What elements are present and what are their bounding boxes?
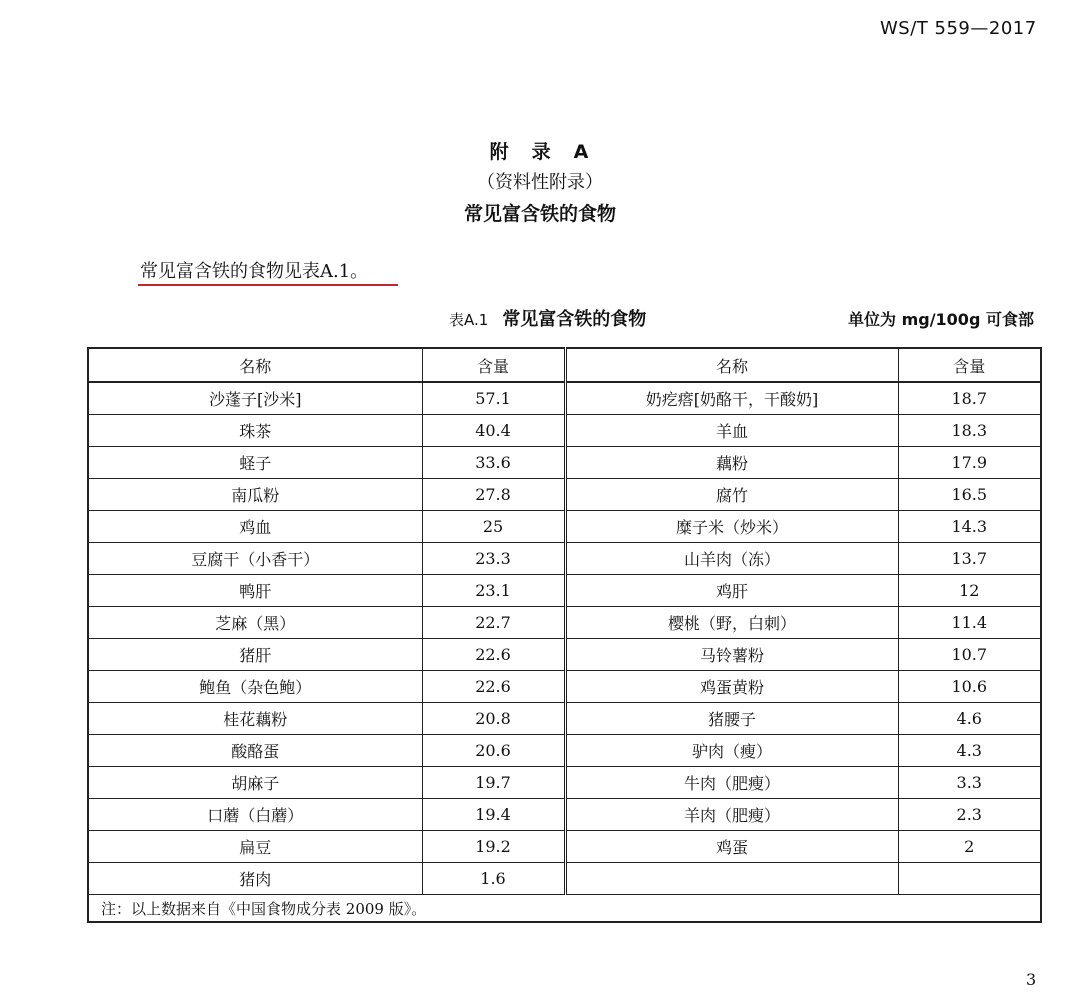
table-header-row (88, 348, 1041, 382)
left-food-name: 芝麻（黑） (88, 607, 422, 639)
right-food-name: 猪腰子 (565, 703, 898, 735)
table-row (88, 479, 1041, 511)
left-food-name: 鲍鱼（杂色鲍） (88, 671, 422, 703)
header-name-right: 名称 (565, 348, 898, 382)
table-row (88, 447, 1041, 479)
table-row (88, 639, 1041, 671)
table-note-row (88, 895, 1041, 923)
table-row (88, 831, 1041, 863)
right-food-name: 羊血 (565, 415, 898, 447)
left-iron-value: 23.3 (422, 543, 565, 575)
left-iron-value: 27.8 (422, 479, 565, 511)
right-food-name: 糜子米（炒米） (565, 511, 898, 543)
left-iron-value: 40.4 (422, 415, 565, 447)
right-iron-value: 13.7 (898, 543, 1041, 575)
right-iron-value: 4.3 (898, 735, 1041, 767)
table-row (88, 671, 1041, 703)
left-iron-value: 23.1 (422, 575, 565, 607)
table-note: 注：以上数据来自《中国食物成分表 2009 版》。 (88, 895, 1041, 923)
header-value-left: 含量 (422, 348, 565, 382)
right-iron-value: 4.6 (898, 703, 1041, 735)
right-iron-value: 18.3 (898, 415, 1041, 447)
left-food-name: 口蘑（白蘑） (88, 799, 422, 831)
left-iron-value: 57.1 (422, 382, 565, 415)
right-iron-value: 14.3 (898, 511, 1041, 543)
right-food-name (565, 863, 898, 895)
right-iron-value: 10.7 (898, 639, 1041, 671)
left-food-name: 鸭肝 (88, 575, 422, 607)
right-food-name: 鸡肝 (565, 575, 898, 607)
unit-note: 单位为 mg/100g 可食部 (848, 310, 1034, 329)
left-food-name: 猪肉 (88, 863, 422, 895)
right-food-name: 藕粉 (565, 447, 898, 479)
right-iron-value: 11.4 (898, 607, 1041, 639)
left-food-name: 鸡血 (88, 511, 422, 543)
left-food-name: 胡麻子 (88, 767, 422, 799)
right-food-name: 羊肉（肥瘦） (565, 799, 898, 831)
left-iron-value: 22.7 (422, 607, 565, 639)
table-row (88, 575, 1041, 607)
right-iron-value: 10.6 (898, 671, 1041, 703)
table-row (88, 799, 1041, 831)
table-caption-number: 表A.1 (449, 311, 489, 329)
right-food-name: 马铃薯粉 (565, 639, 898, 671)
table-row (88, 735, 1041, 767)
iron-foods-table (87, 347, 1042, 923)
table-row (88, 511, 1041, 543)
left-iron-value: 33.6 (422, 447, 565, 479)
left-iron-value: 19.4 (422, 799, 565, 831)
table-row (88, 607, 1041, 639)
left-food-name: 桂花藕粉 (88, 703, 422, 735)
left-iron-value: 22.6 (422, 639, 565, 671)
page-number: 3 (1026, 970, 1037, 989)
right-food-name: 樱桃（野，白刺） (565, 607, 898, 639)
left-iron-value: 20.6 (422, 735, 565, 767)
left-food-name: 扁豆 (88, 831, 422, 863)
left-food-name: 猪肝 (88, 639, 422, 671)
right-iron-value (898, 863, 1041, 895)
table-body (88, 382, 1041, 895)
intro-text: 常见富含铁的食物见表A.1。 (140, 261, 369, 282)
left-food-name: 酸酪蛋 (88, 735, 422, 767)
right-food-name: 驴肉（瘦） (565, 735, 898, 767)
table-row (88, 703, 1041, 735)
red-underline-annotation (138, 284, 398, 286)
header-name-left: 名称 (88, 348, 422, 382)
table-caption (449, 305, 646, 331)
table-row (88, 415, 1041, 447)
right-food-name: 奶疙瘩[奶酪干，干酸奶] (565, 382, 898, 415)
left-iron-value: 22.6 (422, 671, 565, 703)
table-row (88, 863, 1041, 895)
header-value-right: 含量 (898, 348, 1041, 382)
appendix-type: （资料性附录） (477, 172, 603, 193)
right-iron-value: 12 (898, 575, 1041, 607)
right-iron-value: 17.9 (898, 447, 1041, 479)
right-iron-value: 2 (898, 831, 1041, 863)
left-food-name: 沙蓬子[沙米] (88, 382, 422, 415)
table-row (88, 767, 1041, 799)
left-food-name: 南瓜粉 (88, 479, 422, 511)
appendix-label: 附 录 A (489, 141, 591, 163)
standard-code: WS/T 559—2017 (880, 18, 1037, 39)
left-food-name: 蛏子 (88, 447, 422, 479)
right-food-name: 鸡蛋 (565, 831, 898, 863)
right-food-name: 鸡蛋黄粉 (565, 671, 898, 703)
right-iron-value: 2.3 (898, 799, 1041, 831)
appendix-title: 常见富含铁的食物 (463, 203, 616, 225)
right-food-name: 腐竹 (565, 479, 898, 511)
table-row (88, 382, 1041, 415)
left-food-name: 豆腐干（小香干） (88, 543, 422, 575)
table-caption-title: 常见富含铁的食物 (502, 309, 647, 330)
right-iron-value: 18.7 (898, 382, 1041, 415)
left-iron-value: 19.2 (422, 831, 565, 863)
right-food-name: 牛肉（肥瘦） (565, 767, 898, 799)
right-food-name: 山羊肉（冻） (565, 543, 898, 575)
right-iron-value: 16.5 (898, 479, 1041, 511)
right-iron-value: 3.3 (898, 767, 1041, 799)
left-food-name: 珠茶 (88, 415, 422, 447)
left-iron-value: 1.6 (422, 863, 565, 895)
left-iron-value: 19.7 (422, 767, 565, 799)
table-row (88, 543, 1041, 575)
left-iron-value: 20.8 (422, 703, 565, 735)
left-iron-value: 25 (422, 511, 565, 543)
